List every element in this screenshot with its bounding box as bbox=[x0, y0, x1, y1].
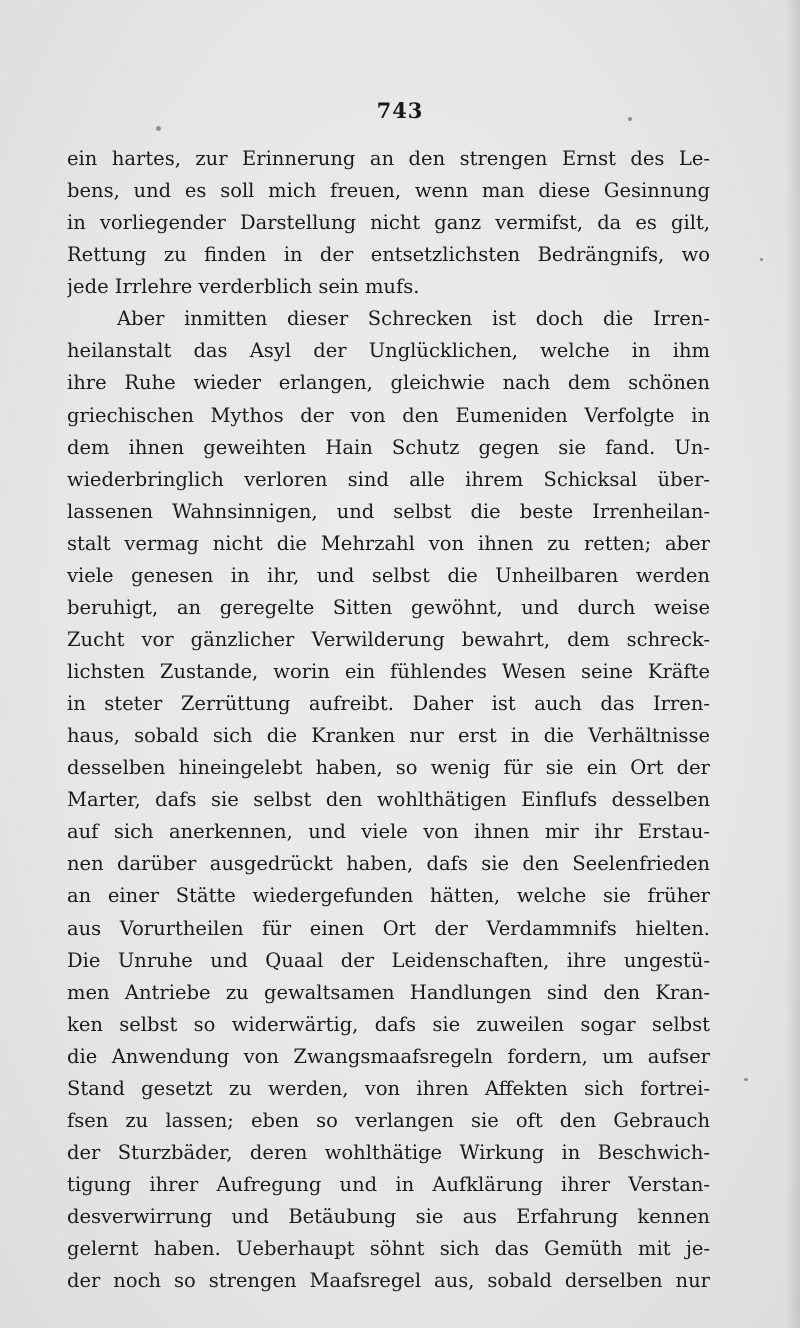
print-speck bbox=[760, 258, 763, 261]
text-line: Marter, dafs sie selbst den wohlthätigen Einflufs desselben bbox=[67, 788, 710, 812]
text-line: stalt vermag nicht die Mehrzahl von ihnen zu retten; aber bbox=[67, 531, 710, 555]
page-edge-shadow bbox=[786, 0, 800, 1328]
text-line: der Sturzbäder, deren wohlthätige Wirkung in Beschwich- bbox=[67, 1140, 710, 1164]
text-line: wiederbringlich verloren sind alle ihrem Schicksal über- bbox=[67, 467, 710, 491]
text-line: nen darüber ausgedrückt haben, dafs sie den Seelenfrieden bbox=[67, 852, 710, 876]
text-line: bens, und es soll mich freuen, wenn man diese Gesinnung bbox=[67, 179, 710, 203]
text-line: auf sich anerkennen, und viele von ihnen mir ihr Erstau- bbox=[67, 820, 710, 844]
text-line: haus, sobald sich die Kranken nur erst in die Verhältnisse bbox=[67, 724, 710, 748]
text-line: fsen zu lassen; eben so verlangen sie oft den Gebrauch bbox=[67, 1108, 710, 1132]
text-line: Stand gesetzt zu werden, von ihren Affekten sich fortrei- bbox=[67, 1076, 710, 1100]
text-line: Zucht vor gänzlicher Verwilderung bewahrt, dem schreck- bbox=[67, 627, 710, 651]
text-line: in steter Zerrüttung aufreibt. Daher ist auch das Irren- bbox=[67, 692, 710, 716]
text-line: men Antriebe zu gewaltsamen Handlungen sind den Kran- bbox=[67, 980, 710, 1004]
text-line: Rettung zu finden in der entsetzlichsten Bedrängnifs, wo bbox=[67, 243, 710, 267]
text-line: in vorliegender Darstellung nicht ganz vermifst, da es gilt, bbox=[67, 211, 710, 235]
text-line: lassenen Wahnsinnigen, und selbst die beste Irrenheilan- bbox=[67, 499, 710, 523]
text-line: beruhigt, an geregelte Sitten gewöhnt, und durch weise bbox=[67, 595, 710, 619]
text-line: ken selbst so widerwärtig, dafs sie zuweilen sogar selbst bbox=[67, 1012, 710, 1036]
text-line: die Anwendung von Zwangsmaafsregeln fordern, um aufser bbox=[67, 1044, 710, 1068]
text-line: jede Irrlehre verderblich sein mufs. bbox=[67, 275, 420, 299]
text-line: Die Unruhe und Quaal der Leidenschaften, ihre ungestü- bbox=[67, 948, 710, 972]
print-speck bbox=[156, 126, 161, 131]
text-line: Aber inmitten dieser Schrecken ist doch die Irren- bbox=[117, 307, 710, 331]
text-line: griechischen Mythos der von den Eumeniden Verfolgte in bbox=[67, 403, 710, 427]
text-line: der noch so strengen Maafsregel aus, sobald derselben nur bbox=[67, 1269, 710, 1293]
text-line: gelernt haben. Ueberhaupt söhnt sich das Gemüth mit je- bbox=[67, 1237, 710, 1261]
text-line: desverwirrung und Betäubung sie aus Erfahrung kennen bbox=[67, 1205, 710, 1229]
body-text bbox=[67, 143, 710, 1297]
text-line: an einer Stätte wiedergefunden hätten, welche sie früher bbox=[67, 884, 710, 908]
text-line: lichsten Zustande, worin ein fühlendes Wesen seine Kräfte bbox=[67, 660, 710, 683]
text-line: dem ihnen geweihten Hain Schutz gegen sie fand. Un- bbox=[67, 435, 710, 459]
text-line: viele genesen in ihr, und selbst die Unheilbaren werden bbox=[67, 563, 710, 587]
text-line: aus Vorurtheilen für einen Ort der Verdammnifs hielten. bbox=[67, 916, 710, 940]
page-number: 743 bbox=[376, 98, 424, 123]
print-speck bbox=[744, 1078, 748, 1081]
text-line: ein hartes, zur Erinnerung an den strengen Ernst des Le- bbox=[67, 147, 710, 170]
text-line: ihre Ruhe wieder erlangen, gleichwie nach dem schönen bbox=[67, 371, 710, 395]
text-line: tigung ihrer Aufregung und in Aufklärung ihrer Verstan- bbox=[67, 1173, 710, 1196]
text-line: desselben hineingelebt haben, so wenig für sie ein Ort der bbox=[67, 756, 710, 780]
text-line: heilanstalt das Asyl der Unglücklichen, welche in ihm bbox=[67, 339, 710, 363]
